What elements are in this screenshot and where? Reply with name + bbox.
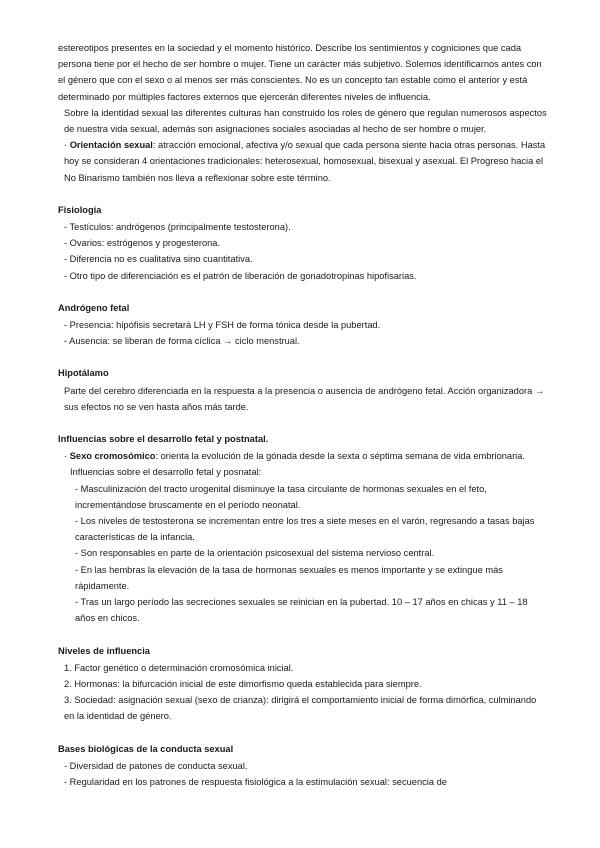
heading-influencias: Influencias sobre el desarrollo fetal y postnatal. (58, 434, 269, 445)
bullet: · (64, 451, 68, 462)
list-item: 1. Factor genético o determinación cromosómica inicial. (64, 662, 294, 673)
list-item: - Diversidad de patones de conducta sexual. (64, 760, 248, 771)
heading-fisiologia: Fisiología (58, 204, 102, 215)
list-item: - Tras un largo período las secreciones sexuales se reinician en la pubertad. 10 – 17 años en chicas y 11 – 18 años en chicos. (75, 597, 528, 624)
list-item: 3. Sociedad: asignación sexual (sexo de crianza): dirigirá el comportamiento inicial de forma dimórfica, culminando en la identidad de género. (64, 695, 537, 722)
heading-bases-biologicas: Bases biológicas de la conducta sexual (58, 743, 234, 754)
document-page (58, 40, 548, 790)
list-item: - En las hembras la elevación de la tasa de hormonas sexuales es menos importante y se extingue más rápidamente. (75, 564, 503, 591)
influencias-subtitle: Influencias sobre el desarrollo fetal y posnatal: (70, 467, 262, 478)
sexo-cromosomico-paragraph (58, 448, 548, 464)
orientation-term: Orientación sexual (69, 140, 153, 151)
sexo-cromosomico-text: : orienta la evolución de la gónada desde la sexta o séptima semana de vida embrionaria. (155, 451, 525, 462)
orientation-text: : atracción emocional, afectiva y/o sexual que cada persona siente hacia otras personas. Hasta hoy se consideran 4 orientaciones tradicionales: heterosexual, homosexual, bisexual y asexual. El Progreso hacia el No Binarismo también nos lleva a reflexionar sobre este término. (64, 140, 546, 183)
hipotalamo-paragraph: Parte del cerebro diferenciada en la respuesta a la presencia o ausencia de andrógeno fetal. Acción organizadora → sus efectos no se ven hasta años más tarde. (64, 385, 545, 412)
list-item: - Otro tipo de diferenciación es el patrón de liberación de gonadotropinas hipofisarias. (64, 270, 417, 281)
heading-androgeno-fetal: Andrógeno fetal (58, 302, 130, 313)
list-item: - Diferencia no es cualitativa sino cuantitativa. (64, 254, 253, 265)
bullet: · (64, 140, 68, 151)
heading-niveles: Niveles de influencia (58, 645, 150, 656)
list-item: - Masculinización del tracto urogenital disminuye la tasa circulante de hormonas sexuales en el feto, incrementándose bruscamente en el período neonatal. (75, 483, 487, 510)
list-item: - Ausencia: se liberan de forma cíclica → ciclo menstrual. (64, 336, 300, 347)
list-item: 2. Hormonas: la bifurcación inicial de este dimorfismo queda establecida para siempre. (64, 678, 422, 689)
list-item: - Los niveles de testosterona se incrementan entre los tres a siete meses en el varón, regresando a tasas bajas características de la infancia. (75, 516, 535, 543)
intro-paragraph-2: Sobre la identidad sexual las diferentes culturas han construido los roles de género que regulan numerosos aspectos de nuestra vida sexual, además son asignaciones sociales asociadas al hecho de ser hombre o mujer. (64, 107, 547, 135)
influencias-list (58, 481, 548, 627)
sexo-cromosomico-term: Sexo cromosómico (69, 451, 156, 462)
orientation-paragraph (58, 137, 548, 186)
list-item: - Son responsables en parte de la orientación psicosexual del sistema nervioso central. (75, 548, 435, 559)
list-item: - Ovarios: estrógenos y progesterona. (64, 238, 221, 249)
list-item: - Regularidad en los patrones de respuesta fisiológica a la estimulación sexual: secuencia de (64, 776, 447, 787)
intro-paragraph-1: estereotipos presentes en la sociedad y el momento histórico. Describe los sentimientos y cogniciones que cada persona tiene por el hecho de ser hombre o mujer. Tiene un carácter más subjetivo. Solemos identificarnos antes con el género que con el sexo o al menos ser más conscientes. No es un concepto tan estable como el anterior y está determinado por múltiples factores externos que ejercerán diferentes niveles de influencia. (58, 43, 542, 102)
list-item: - Presencia: hipófisis secretará LH y FSH de forma tónica desde la pubertad. (64, 320, 381, 331)
list-item: - Testículos: andrógenos (principalmente testosterona). (64, 222, 291, 233)
heading-hipotalamo: Hipotálamo (58, 368, 109, 379)
